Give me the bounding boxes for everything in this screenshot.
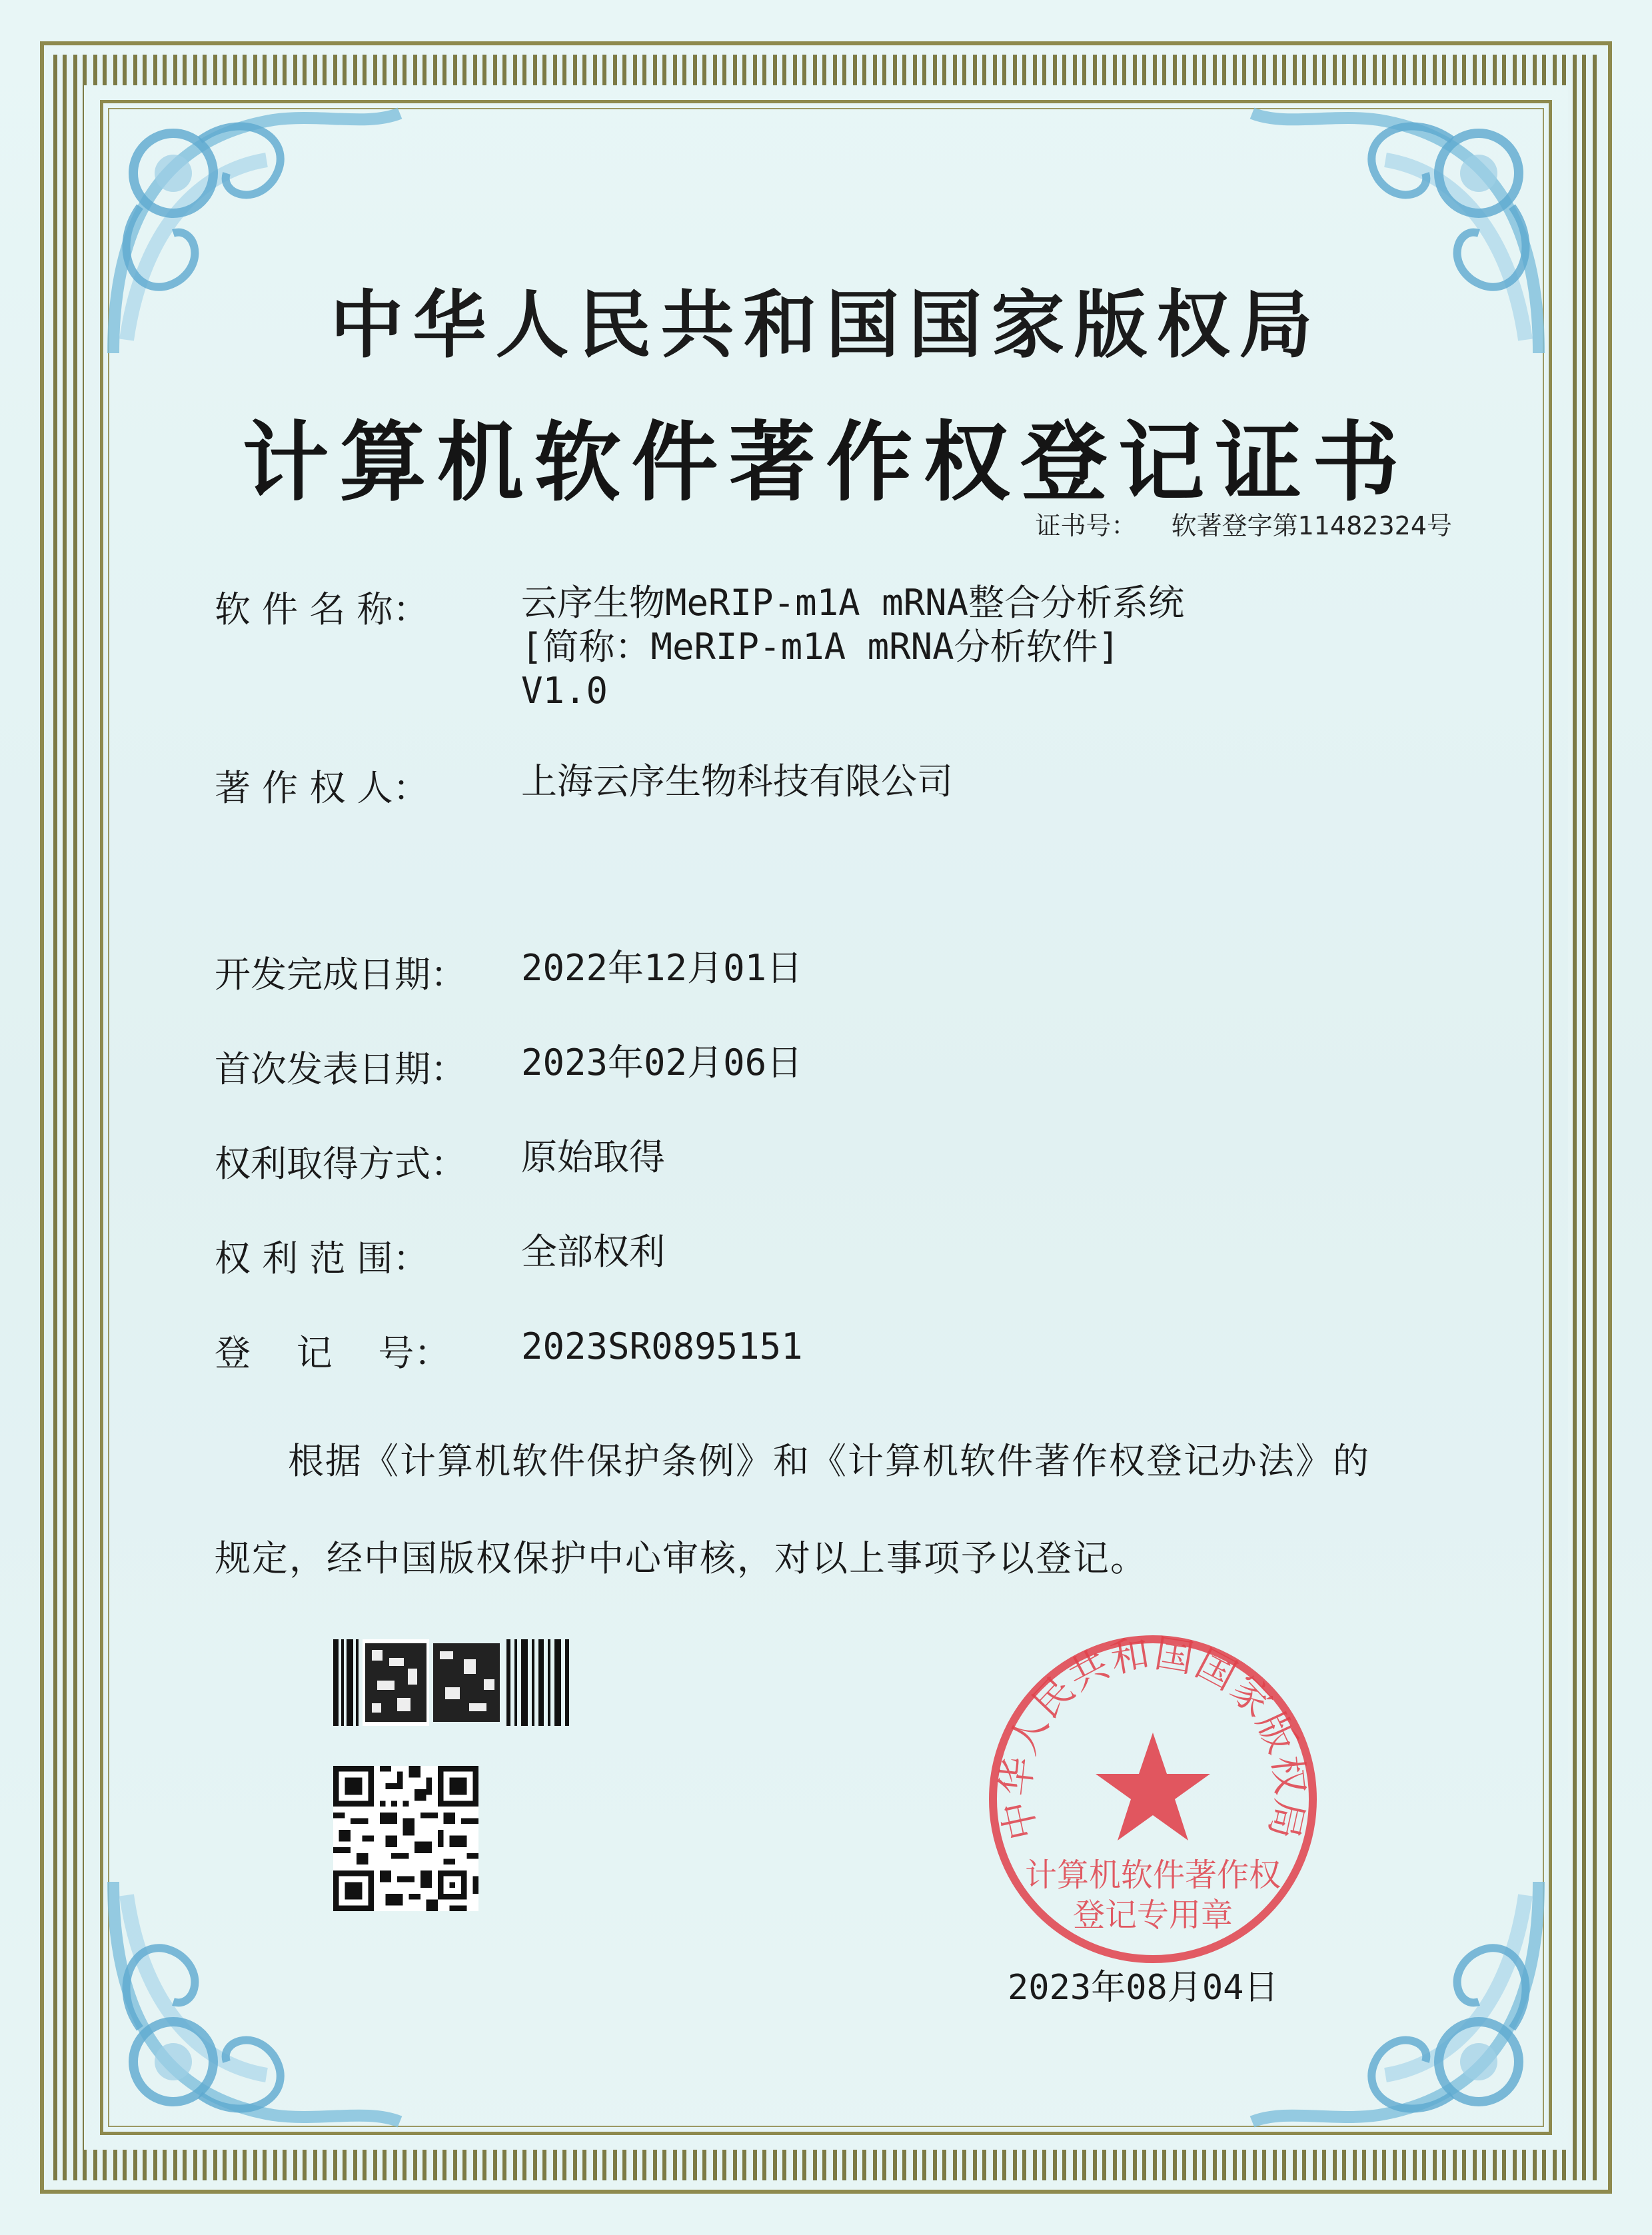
seal-inner-line-2: 登记专用章 (1072, 1896, 1234, 1934)
copyright-owner-value: 上海云序生物科技有限公司 (521, 760, 953, 802)
registration-number-value: 2023SR0895151 (521, 1325, 803, 1367)
field-copyright-owner (215, 760, 953, 811)
registration-number-label: 登 记 号： (215, 1332, 450, 1374)
qr-code (333, 1766, 478, 1911)
seal-outer-text: 中华人民共和国国家版权局 (992, 1630, 1313, 1845)
certificate-title: 计算机软件著作权登记证书 (242, 411, 1410, 513)
statement-line-1: 根据《计算机软件保护条例》和《计算机软件著作权登记办法》的 (288, 1440, 1370, 1482)
field-publish-date (215, 1041, 802, 1092)
certificate-number-value: 软著登字第11482324号 (1171, 511, 1452, 540)
completion-date-label: 开发完成日期： (215, 954, 466, 996)
certificate-number (1035, 505, 1452, 542)
field-registration-number (215, 1325, 803, 1376)
issue-date: 2023年08月04日 (1008, 1968, 1279, 2008)
software-version: V1.0 (521, 670, 608, 712)
copyright-owner-label: 著 作 权 人： (215, 767, 429, 809)
field-completion-date (215, 946, 802, 998)
publish-date-value: 2023年02月06日 (521, 1042, 803, 1084)
official-seal (980, 1626, 1326, 1972)
software-name-line2: [简称：MeRIP-m1A mRNA分析软件] (521, 626, 1120, 668)
field-software-name (215, 581, 1184, 713)
software-name-value (521, 581, 1184, 713)
acquire-method-label: 权利取得方式： (215, 1143, 466, 1185)
issuer-title: 中华人民共和国国家版权局 (330, 283, 1322, 368)
field-rights-scope (215, 1230, 665, 1281)
statement-line-2: 规定，经中国版权保护中心审核，对以上事项予以登记。 (215, 1537, 1148, 1579)
acquire-method-value: 原始取得 (521, 1136, 665, 1178)
software-name-label: 软 件 名 称： (215, 588, 429, 630)
field-acquire-method (215, 1135, 665, 1187)
publish-date-label: 首次发表日期： (215, 1048, 466, 1090)
seal-inner-line-1: 计算机软件著作权 (1024, 1857, 1281, 1894)
software-name-line1: 云序生物MeRIP-m1A mRNA整合分析系统 (521, 582, 1185, 624)
completion-date-value: 2022年12月01日 (521, 947, 803, 989)
certificate-number-label: 证书号： (1035, 511, 1137, 540)
barcode (333, 1639, 573, 1726)
rights-scope-value: 全部权利 (521, 1231, 665, 1273)
rights-scope-label: 权 利 范 围： (215, 1237, 429, 1279)
